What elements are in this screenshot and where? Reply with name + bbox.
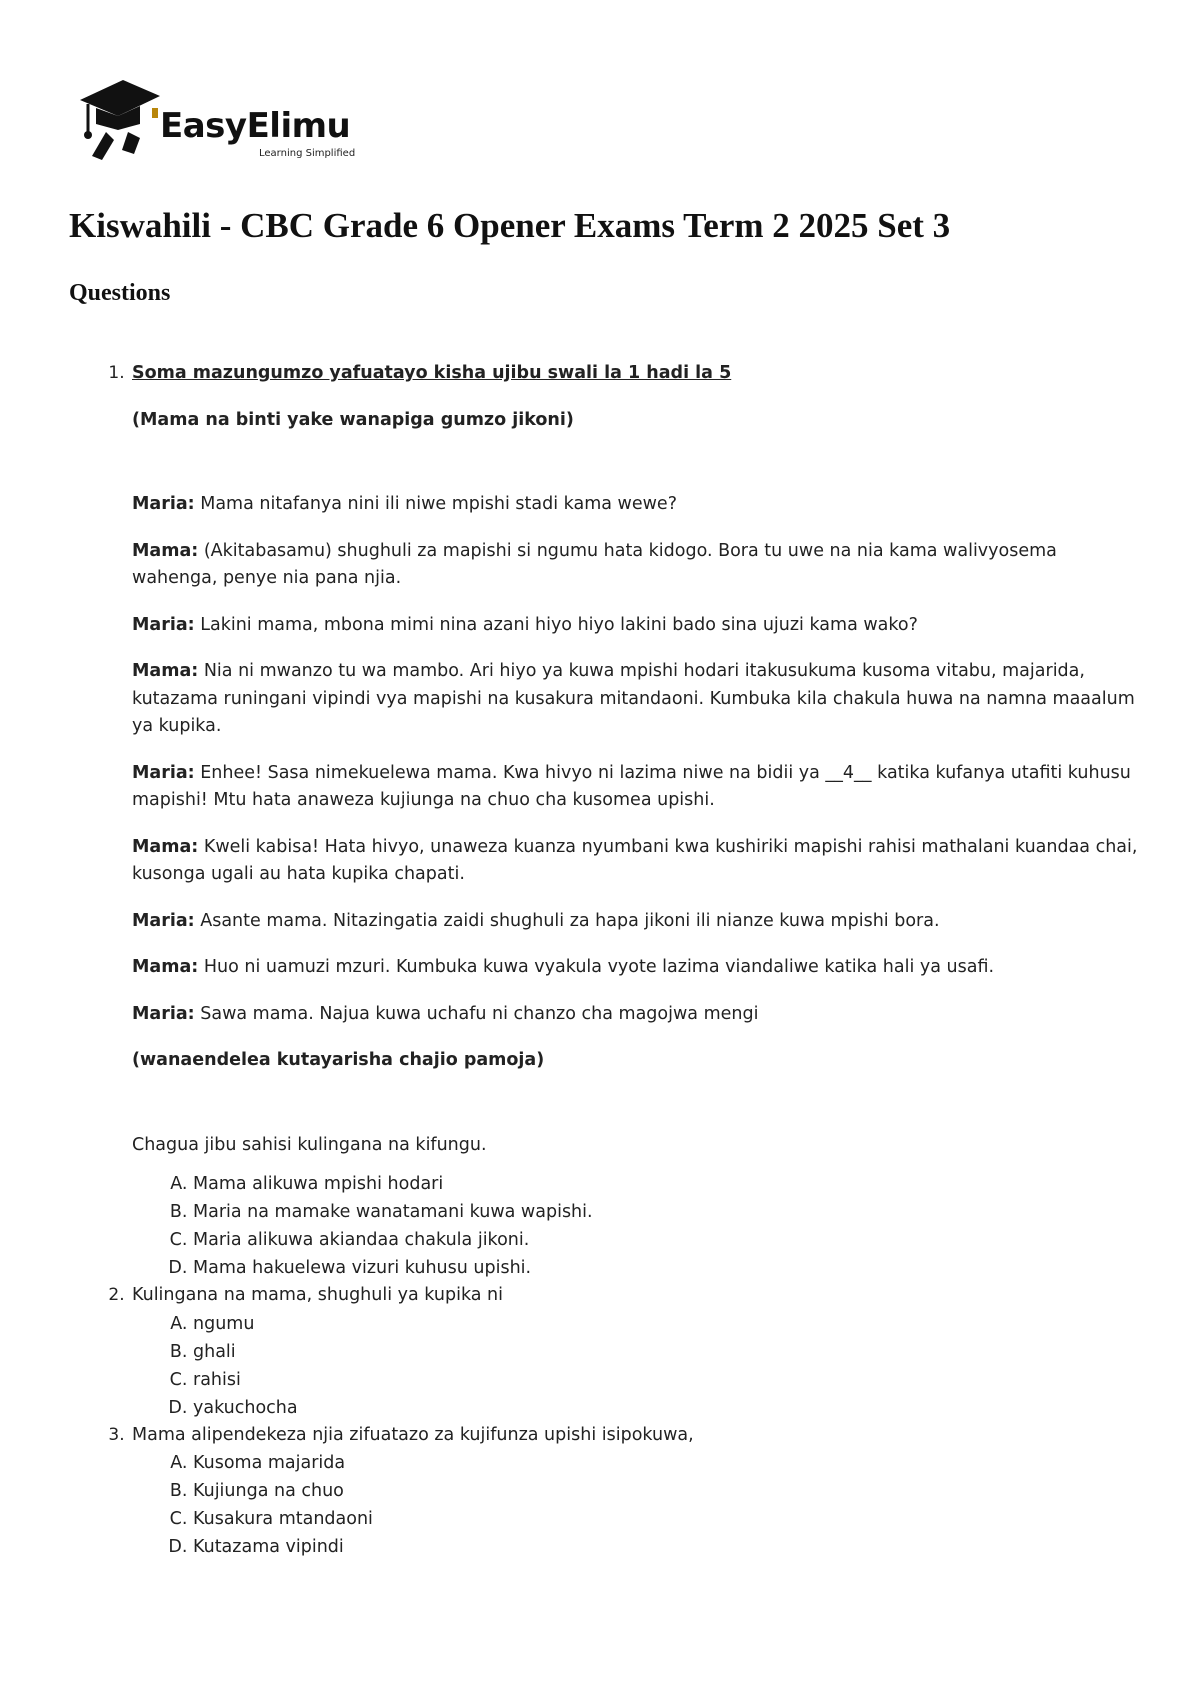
dialogue-text: Huo ni uamuzi mzuri. Kumbuka kuwa vyakula vyote lazima viandaliwe katika hali ya usafi. xyxy=(198,957,995,977)
dialogue-text: Nia ni mwanzo tu wa mambo. Ari hiyo ya kuwa mpishi hodari itakusukuma kusoma vitabu, majarida, kutazama runingani vipindi vya mapishi na kusakura mitandaoni. Kumbuka kila chakula huwa na namna maaalum ya kupika. xyxy=(132,661,1135,736)
q1-option-a: A. Mama alikuwa mpishi hodari xyxy=(193,1170,1139,1198)
dialogue-line xyxy=(132,954,1139,982)
questions-list xyxy=(69,360,1139,1561)
q2-option-d: D. yakuchocha xyxy=(193,1394,1139,1422)
dialogue-text: Sawa mama. Najua kuwa uchafu ni chanzo cha magojwa mengi xyxy=(194,1003,759,1024)
speaker-label: Maria: xyxy=(132,494,195,514)
speaker-label: Mama: xyxy=(132,957,199,977)
dialogue-line xyxy=(132,1001,1139,1029)
q1-option-d: D. Mama hakuelewa vizuri kuhusu upishi. xyxy=(193,1254,1139,1282)
speaker-label: Maria: xyxy=(132,762,195,783)
q2-option-a: A. ngumu xyxy=(193,1310,1139,1338)
dialogue-text: Mama nitafanya nini ili niwe mpishi stadi kama wewe? xyxy=(194,494,677,514)
dialogue-text: Enhee! Sasa nimekuelewa mama. Kwa hivyo ni lazima niwe na bidii ya __4__ katika kufanya utafiti kuhusu mapishi! Mtu hata anaweza kujiunga na chuo cha kusomea upishi. xyxy=(132,762,1131,810)
question-1 xyxy=(130,360,1139,1282)
speaker-label: Mama: xyxy=(132,836,199,857)
q3-options xyxy=(132,1449,1139,1561)
q2-option-c: C. rahisi xyxy=(193,1366,1139,1394)
page-title: Kiswahili - CBC Grade 6 Opener Exams Term 2 2025 Set 3 xyxy=(69,206,951,245)
q3-option-a: A. Kusoma majarida xyxy=(193,1449,1139,1477)
q1-options xyxy=(132,1170,1139,1282)
dialogue-line xyxy=(132,612,1139,640)
question-2 xyxy=(130,1282,1139,1422)
speaker-label: Maria: xyxy=(132,614,195,635)
dialogue-line xyxy=(132,658,1139,741)
brand-tagline: Learning Simplified xyxy=(259,148,356,159)
q2-option-b: B. ghali xyxy=(193,1338,1139,1366)
stage-direction-open: (Mama na binti yake wanapiga gumzo jikoni) xyxy=(132,409,574,430)
q2-prompt: Kulingana na mama, shughuli ya kupika ni xyxy=(132,1285,504,1305)
dialogue-line xyxy=(132,760,1139,815)
dialogue-line xyxy=(132,491,1139,519)
q2-options xyxy=(132,1310,1139,1422)
speaker-label: Maria: xyxy=(132,1003,195,1024)
q3-option-c: C. Kusakura mtandaoni xyxy=(193,1505,1139,1533)
dialogue-text: Kweli kabisa! Hata hivyo, unaweza kuanza nyumbani kwa kushiriki mapishi rahisi mathalani kuandaa chai, kusonga ugali au hata kupika chapati. xyxy=(132,836,1138,884)
dialogue-line xyxy=(132,538,1139,593)
dialogue-line xyxy=(132,834,1139,889)
brand-logo xyxy=(78,78,378,168)
q1-option-c: C. Maria alikuwa akiandaa chakula jikoni. xyxy=(193,1226,1139,1254)
q1-instruction: Soma mazungumzo yafuatayo kisha ujibu swali la 1 hadi la 5 xyxy=(132,363,732,383)
stage-direction-close: (wanaendelea kutayarisha chajio pamoja) xyxy=(132,1050,545,1070)
q1-option-b: B. Maria na mamake wanatamani kuwa wapishi. xyxy=(193,1198,1139,1226)
brand-name: EasyElimu xyxy=(160,106,351,146)
speaker-label: Mama: xyxy=(132,540,199,561)
dialogue-line xyxy=(132,908,1139,936)
graduation-cap-icon xyxy=(78,78,168,168)
question-3 xyxy=(130,1422,1139,1562)
dialogue xyxy=(132,491,1139,1028)
q3-option-b: B. Kujiunga na chuo xyxy=(193,1477,1139,1505)
q3-option-d: D. Kutazama vipindi xyxy=(193,1533,1139,1561)
q3-prompt: Mama alipendekeza njia zifuatazo za kujifunza upishi isipokuwa, xyxy=(132,1424,694,1445)
questions-body xyxy=(69,360,1139,1561)
speaker-label: Maria: xyxy=(132,910,195,931)
section-heading: Questions xyxy=(69,280,171,306)
dialogue-text: (Akitabasamu) shughuli za mapishi si ngumu hata kidogo. Bora tu uwe na nia kama walivyosema wahenga, penye nia pana njia. xyxy=(132,540,1057,588)
speaker-label: Mama: xyxy=(132,661,199,681)
dialogue-text: Asante mama. Nitazingatia zaidi shughuli za hapa jikoni ili nianze kuwa mpishi bora. xyxy=(194,910,940,931)
q1-prompt: Chagua jibu sahisi kulingana na kifungu. xyxy=(132,1134,487,1155)
dialogue-text: Lakini mama, mbona mimi nina azani hiyo hiyo lakini bado sina ujuzi kama wako? xyxy=(194,614,918,635)
